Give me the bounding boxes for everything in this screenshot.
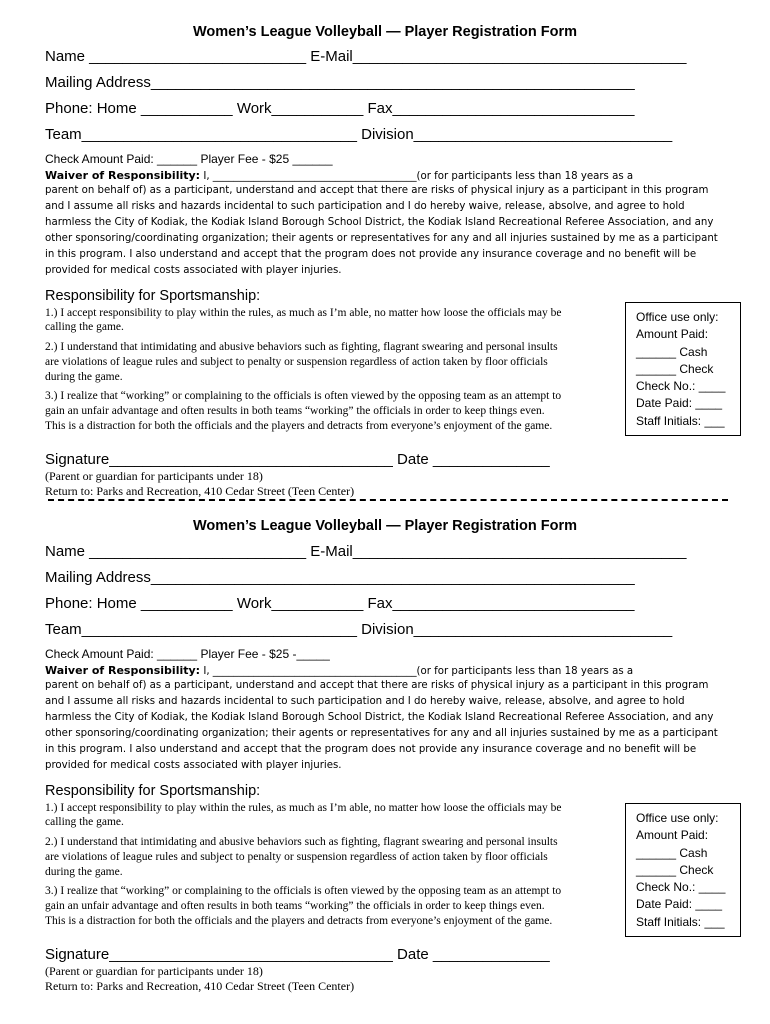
office-amount-paid: Amount Paid: [636, 828, 709, 843]
office-use-box [625, 803, 741, 937]
rule-2-line: 2.) I understand that intimidating and abusive behaviors such as fighting, flagrant swearing and personal insults [45, 836, 558, 848]
rule-3-line: 3.) I realize that “working” or complaining to the officials is often viewed by the opposing team as an attempt to [45, 885, 562, 897]
rule-3-line: gain an unfair advantage and often results in both teams “working” the officials in order to keep things even. [45, 405, 545, 417]
office-date-paid-field[interactable]: Date Paid: ____ [636, 396, 723, 411]
waiver-first-line [45, 664, 633, 677]
rule-3-line: This is a distraction for both the officials and the players and detracts from everyone’s enjoyment of the game. [45, 915, 553, 927]
waiver-label: Waiver of Responsibility: [45, 169, 201, 182]
rule-2-line: are violations of league rules and subject to penalty or suspension regardless of action taken by floor officials [45, 851, 548, 863]
waiver-signer-field[interactable]: I, ________________________________________(or for participants less than 18 years as a [200, 171, 634, 182]
rule-1-line: 1.) I accept responsibility to play within the rules, as much as I’m able, no matter how loose the officials may be [45, 802, 562, 814]
waiver-label: Waiver of Responsibility: [45, 664, 201, 677]
mailing-address-field-line[interactable]: Mailing Address__________________________________________________________ [45, 74, 635, 91]
rule-2-line: during the game. [45, 371, 123, 383]
rule-2-line: during the game. [45, 866, 123, 878]
office-check-field[interactable]: ______ Check [636, 862, 714, 877]
rule-2-line: 2.) I understand that intimidating and abusive behaviors such as fighting, flagrant swearing and personal insults [45, 341, 558, 353]
phone-field-line[interactable]: Phone: Home ___________ Work___________ Fax_____________________________ [45, 595, 635, 612]
waiver-text-line: harmless the City of Kodiak, the Kodiak Island Borough School District, the Kodiak Island Recreational Referee Association, and any [45, 712, 714, 723]
office-date-paid-field[interactable]: Date Paid: ____ [636, 897, 723, 912]
form-title: Women’s League Volleyball — Player Registration Form [192, 518, 578, 534]
rule-3-line: This is a distraction for both the officials and the players and detracts from everyone’s enjoyment of the game. [45, 420, 553, 432]
office-cash-field[interactable]: ______ Cash [636, 344, 708, 359]
waiver-text-line: harmless the City of Kodiak, the Kodiak Island Borough School District, the Kodiak Island Recreational Referee Association, and any [45, 217, 714, 228]
mailing-address-field-line[interactable]: Mailing Address__________________________________________________________ [45, 569, 635, 586]
rule-1-line: calling the game. [45, 816, 124, 828]
waiver-text-line: provided for medical costs associated with player injuries. [45, 265, 342, 276]
return-note: Return to: Parks and Recreation, 410 Cedar Street (Teen Center) [45, 484, 355, 498]
office-staff-initials-field[interactable]: Staff Initials: ___ [636, 914, 725, 929]
waiver-text-line: in this program. I also understand and accept that the program does not provide any insurance coverage and no benefit will be [45, 249, 697, 260]
office-use-box [625, 302, 741, 436]
rule-3-line: 3.) I realize that “working” or complaining to the officials is often viewed by the opposing team as an attempt to [45, 390, 562, 402]
cut-here-dashed-divider [48, 499, 728, 501]
rule-3-line: gain an unfair advantage and often results in both teams “working” the officials in order to keep things even. [45, 900, 545, 912]
name-email-field-line[interactable]: Name __________________________ E-Mail________________________________________ [45, 543, 687, 560]
office-use-heading: Office use only: [636, 811, 719, 825]
guardian-note: (Parent or guardian for participants under 18) [45, 964, 263, 978]
waiver-first-line [45, 169, 633, 182]
signature-date-line[interactable]: Signature__________________________________ Date ______________ [45, 946, 550, 963]
waiver-text-line: parent on behalf of) as a participant, understand and accept that there are risks of physical injury as a participant in this program [45, 680, 709, 691]
waiver-text-line: other sponsoring/coordinating organization; their agents or representatives for any and all injuries sustained by me as a participant [45, 728, 718, 739]
waiver-signer-field[interactable]: I, ________________________________________(or for participants less than 18 years as a [200, 666, 634, 677]
office-check-field[interactable]: ______ Check [636, 361, 714, 376]
rule-1-line: calling the game. [45, 321, 124, 333]
waiver-text-line: and I assume all risks and hazards incidental to such participation and I do hereby waive, release, absolve, and agree to hold [45, 201, 685, 212]
form-title: Women’s League Volleyball — Player Registration Form [192, 24, 578, 40]
office-check-no-field[interactable]: Check No.: ____ [636, 379, 726, 394]
rule-1-line: 1.) I accept responsibility to play within the rules, as much as I’m able, no matter how loose the officials may be [45, 307, 562, 319]
waiver-text-line: parent on behalf of) as a participant, understand and accept that there are risks of physical injury as a participant in this program [45, 185, 709, 196]
sportsmanship-heading: Responsibility for Sportsmanship: [45, 288, 261, 304]
waiver-text-line: other sponsoring/coordinating organization; their agents or representatives for any and all injuries sustained by me as a participant [45, 233, 718, 244]
office-staff-initials-field[interactable]: Staff Initials: ___ [636, 413, 725, 428]
return-note: Return to: Parks and Recreation, 410 Cedar Street (Teen Center) [45, 979, 355, 993]
check-amount-line[interactable]: Check Amount Paid: ______ Player Fee - $25 -_____ [45, 647, 330, 661]
guardian-note: (Parent or guardian for participants under 18) [45, 469, 263, 483]
team-division-field-line[interactable]: Team_________________________________ Division_______________________________ [45, 621, 673, 638]
office-use-heading: Office use only: [636, 310, 719, 324]
name-email-field-line[interactable]: Name __________________________ E-Mail________________________________________ [45, 48, 687, 65]
office-amount-paid: Amount Paid: [636, 327, 709, 342]
office-check-no-field[interactable]: Check No.: ____ [636, 880, 726, 895]
waiver-text-line: and I assume all risks and hazards incidental to such participation and I do hereby waive, release, absolve, and agree to hold [45, 696, 685, 707]
phone-field-line[interactable]: Phone: Home ___________ Work___________ Fax_____________________________ [45, 100, 635, 117]
sportsmanship-heading: Responsibility for Sportsmanship: [45, 783, 261, 799]
office-cash-field[interactable]: ______ Cash [636, 845, 708, 860]
rule-2-line: are violations of league rules and subject to penalty or suspension regardless of action taken by floor officials [45, 356, 548, 368]
waiver-text-line: in this program. I also understand and accept that the program does not provide any insurance coverage and no benefit will be [45, 744, 697, 755]
check-amount-line[interactable]: Check Amount Paid: ______ Player Fee - $25 ______ [45, 152, 333, 166]
signature-date-line[interactable]: Signature__________________________________ Date ______________ [45, 451, 550, 468]
waiver-text-line: provided for medical costs associated with player injuries. [45, 760, 342, 771]
team-division-field-line[interactable]: Team_________________________________ Division_______________________________ [45, 126, 673, 143]
